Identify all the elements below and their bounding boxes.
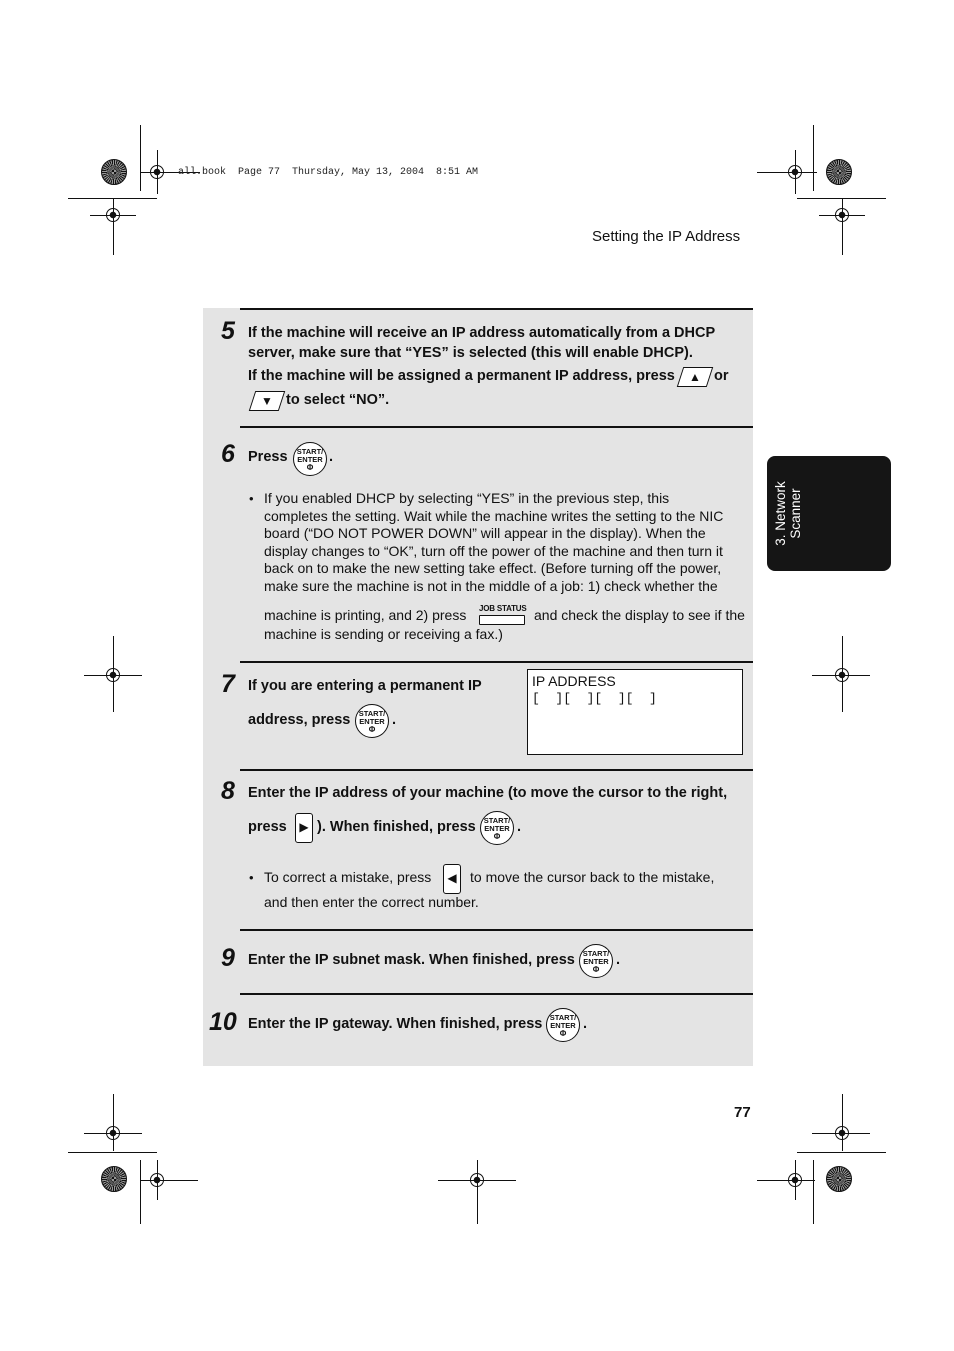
step-text: ). When finished, press <box>317 819 476 835</box>
step-text: . <box>517 819 522 835</box>
down-arrow-key-icon: ▼ <box>249 391 285 411</box>
bullet-text: to move the cursor back to the mistake, <box>470 869 715 885</box>
section-tab-line2: Scanner <box>788 488 803 539</box>
lcd-display <box>527 669 743 755</box>
bullet-text: completes the setting. Wait while the machine writes the setting to the NIC <box>264 508 724 524</box>
step-divider <box>240 661 753 663</box>
step-divider <box>240 308 753 310</box>
registration-rosette-icon <box>101 159 127 185</box>
page-header-title: Setting the IP Address <box>592 228 741 245</box>
start-enter-key-icon: START/ ENTER Φ <box>480 811 514 845</box>
registration-rosette-icon <box>826 159 852 185</box>
right-arrow-key-icon: ▶ <box>295 813 313 843</box>
bullet-text: back on to make the new setting take effect. (Before turning off the power, <box>264 560 722 576</box>
step-text: Enter the IP subnet mask. When finished, press <box>248 952 575 968</box>
step-divider <box>240 769 753 771</box>
step-number: 7 <box>221 670 235 698</box>
left-arrow-key-icon: ◀ <box>443 864 461 894</box>
bullet-text: If you enabled DHCP by selecting “YES” in the previous step, this <box>264 490 670 506</box>
step-number: 8 <box>221 777 235 805</box>
step-text: If the machine will receive an IP address automatically from a DHCP <box>248 325 716 341</box>
step-text: Enter the IP address of your machine (to move the cursor to the right, <box>248 785 728 801</box>
lcd-line-2: [ ][ ][ ][ ] <box>532 691 657 706</box>
step-text: . <box>392 712 397 728</box>
section-tab-line1: 3. Network <box>773 481 788 546</box>
job-status-key-icon: JOB STATUS <box>479 604 525 625</box>
step-divider <box>240 993 753 995</box>
bullet-text: and then enter the correct number. <box>264 894 479 910</box>
step-text: . <box>583 1016 588 1032</box>
page-number: 77 <box>734 1104 751 1121</box>
bullet-text: machine is sending or receiving a fax.) <box>264 626 503 642</box>
step-text: address, press <box>248 712 351 728</box>
lcd-line-1: IP ADDRESS <box>532 673 616 689</box>
section-tab <box>767 456 891 571</box>
up-arrow-key-icon: ▲ <box>677 367 713 387</box>
bullet-text: display changes to “OK”, turn off the power of the machine and then turn it <box>264 543 723 559</box>
bullet: • <box>249 491 254 506</box>
bullet: • <box>249 870 254 885</box>
step-number: 9 <box>221 944 235 972</box>
bullet-text: make sure the machine is not in the middle of a job: 1) check whether the <box>264 578 718 594</box>
bullet-text: and check the display to see if the <box>534 607 745 623</box>
start-enter-key-icon: START/ ENTER Φ <box>579 944 613 978</box>
step-text: Enter the IP gateway. When finished, press <box>248 1016 543 1032</box>
bullet-text: machine is printing, and 2) press <box>264 607 467 623</box>
step-number: 5 <box>221 317 235 345</box>
step-text: If the machine will be assigned a permanent IP address, press <box>248 368 675 384</box>
start-enter-key-icon: START/ ENTER Φ <box>546 1008 580 1042</box>
step-number: 10 <box>209 1008 237 1036</box>
step-text: to select “NO”. <box>286 392 390 408</box>
step-divider <box>240 426 753 428</box>
bullet-text: board (“DO NOT POWER DOWN” will appear in the display). When the <box>264 525 706 541</box>
step-divider <box>240 929 753 931</box>
registration-rosette-icon <box>826 1166 852 1192</box>
start-enter-key-icon: START/ ENTER Φ <box>355 704 389 738</box>
print-slug: all.book Page 77 Thursday, May 13, 2004 8:51 AM <box>178 167 479 178</box>
step-number: 6 <box>221 440 235 468</box>
step-text: server, make sure that “YES” is selected (this will enable DHCP). <box>248 345 693 361</box>
step-text: press <box>248 819 287 835</box>
step-text: If you are entering a permanent IP <box>248 678 482 694</box>
step-text: or <box>714 368 729 384</box>
step-text: Press <box>248 449 288 465</box>
bullet-text: To correct a mistake, press <box>264 869 432 885</box>
start-enter-key-icon: START/ ENTER Φ <box>293 442 327 476</box>
registration-rosette-icon <box>101 1166 127 1192</box>
step-text: . <box>616 952 621 968</box>
step-text: . <box>329 449 334 465</box>
